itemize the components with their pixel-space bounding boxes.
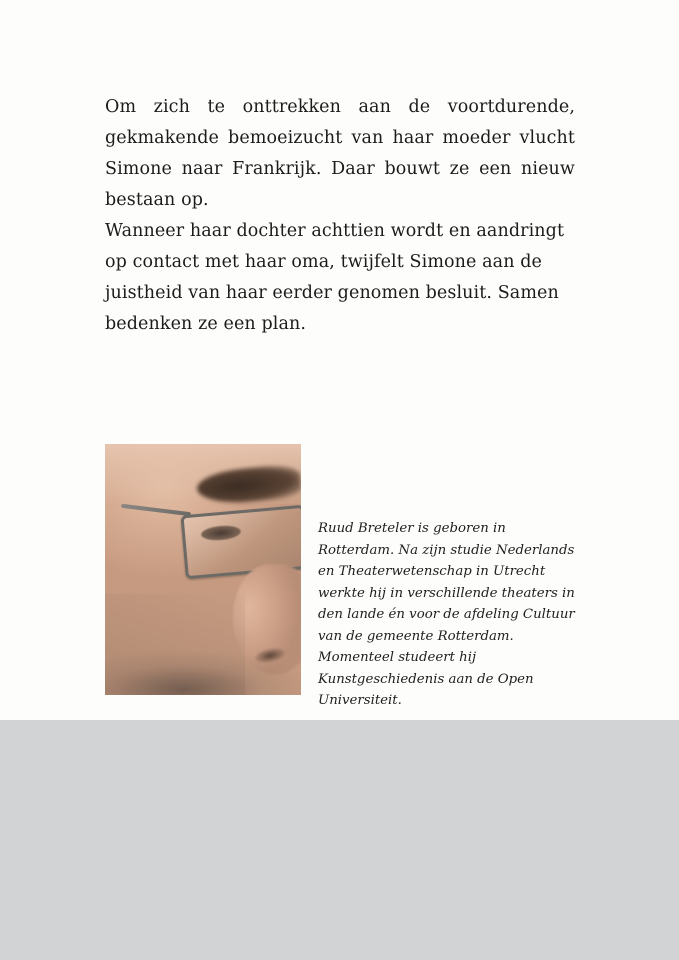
author-bio-caption [318,518,580,712]
author-bio-text: Ruud Breteler is geboren in Rotterdam. Na zijn studie Nederlands en Theaterwetenschap in Utrecht werkte hij in verschillende theaters in den lande én voor de afdeling Cultuur van de gemeente Rotterdam. Momenteel studeert hij Kunstgeschiedenis aan de Open Universiteit. [318,521,575,708]
blurb-paragraph-1: Om zich te onttrekken aan de voortdurende, gekmakende bemoeizucht van haar moeder vlucht Simone naar Frankrijk. Daar bouwt ze een nieuw bestaan op. [105,97,575,210]
portrait-stubble [105,640,301,695]
blurb-text-block [105,92,575,340]
blurb-paragraph-2: Wanneer haar dochter achttien wordt en aandringt op contact met haar oma, twijfelt Simone aan de juistheid van haar eerder genomen besluit. Samen bedenken ze een plan. [105,221,565,334]
footer-grey-band [0,720,679,960]
glasses-temple-arm [121,504,191,517]
author-portrait-photo [105,444,301,695]
